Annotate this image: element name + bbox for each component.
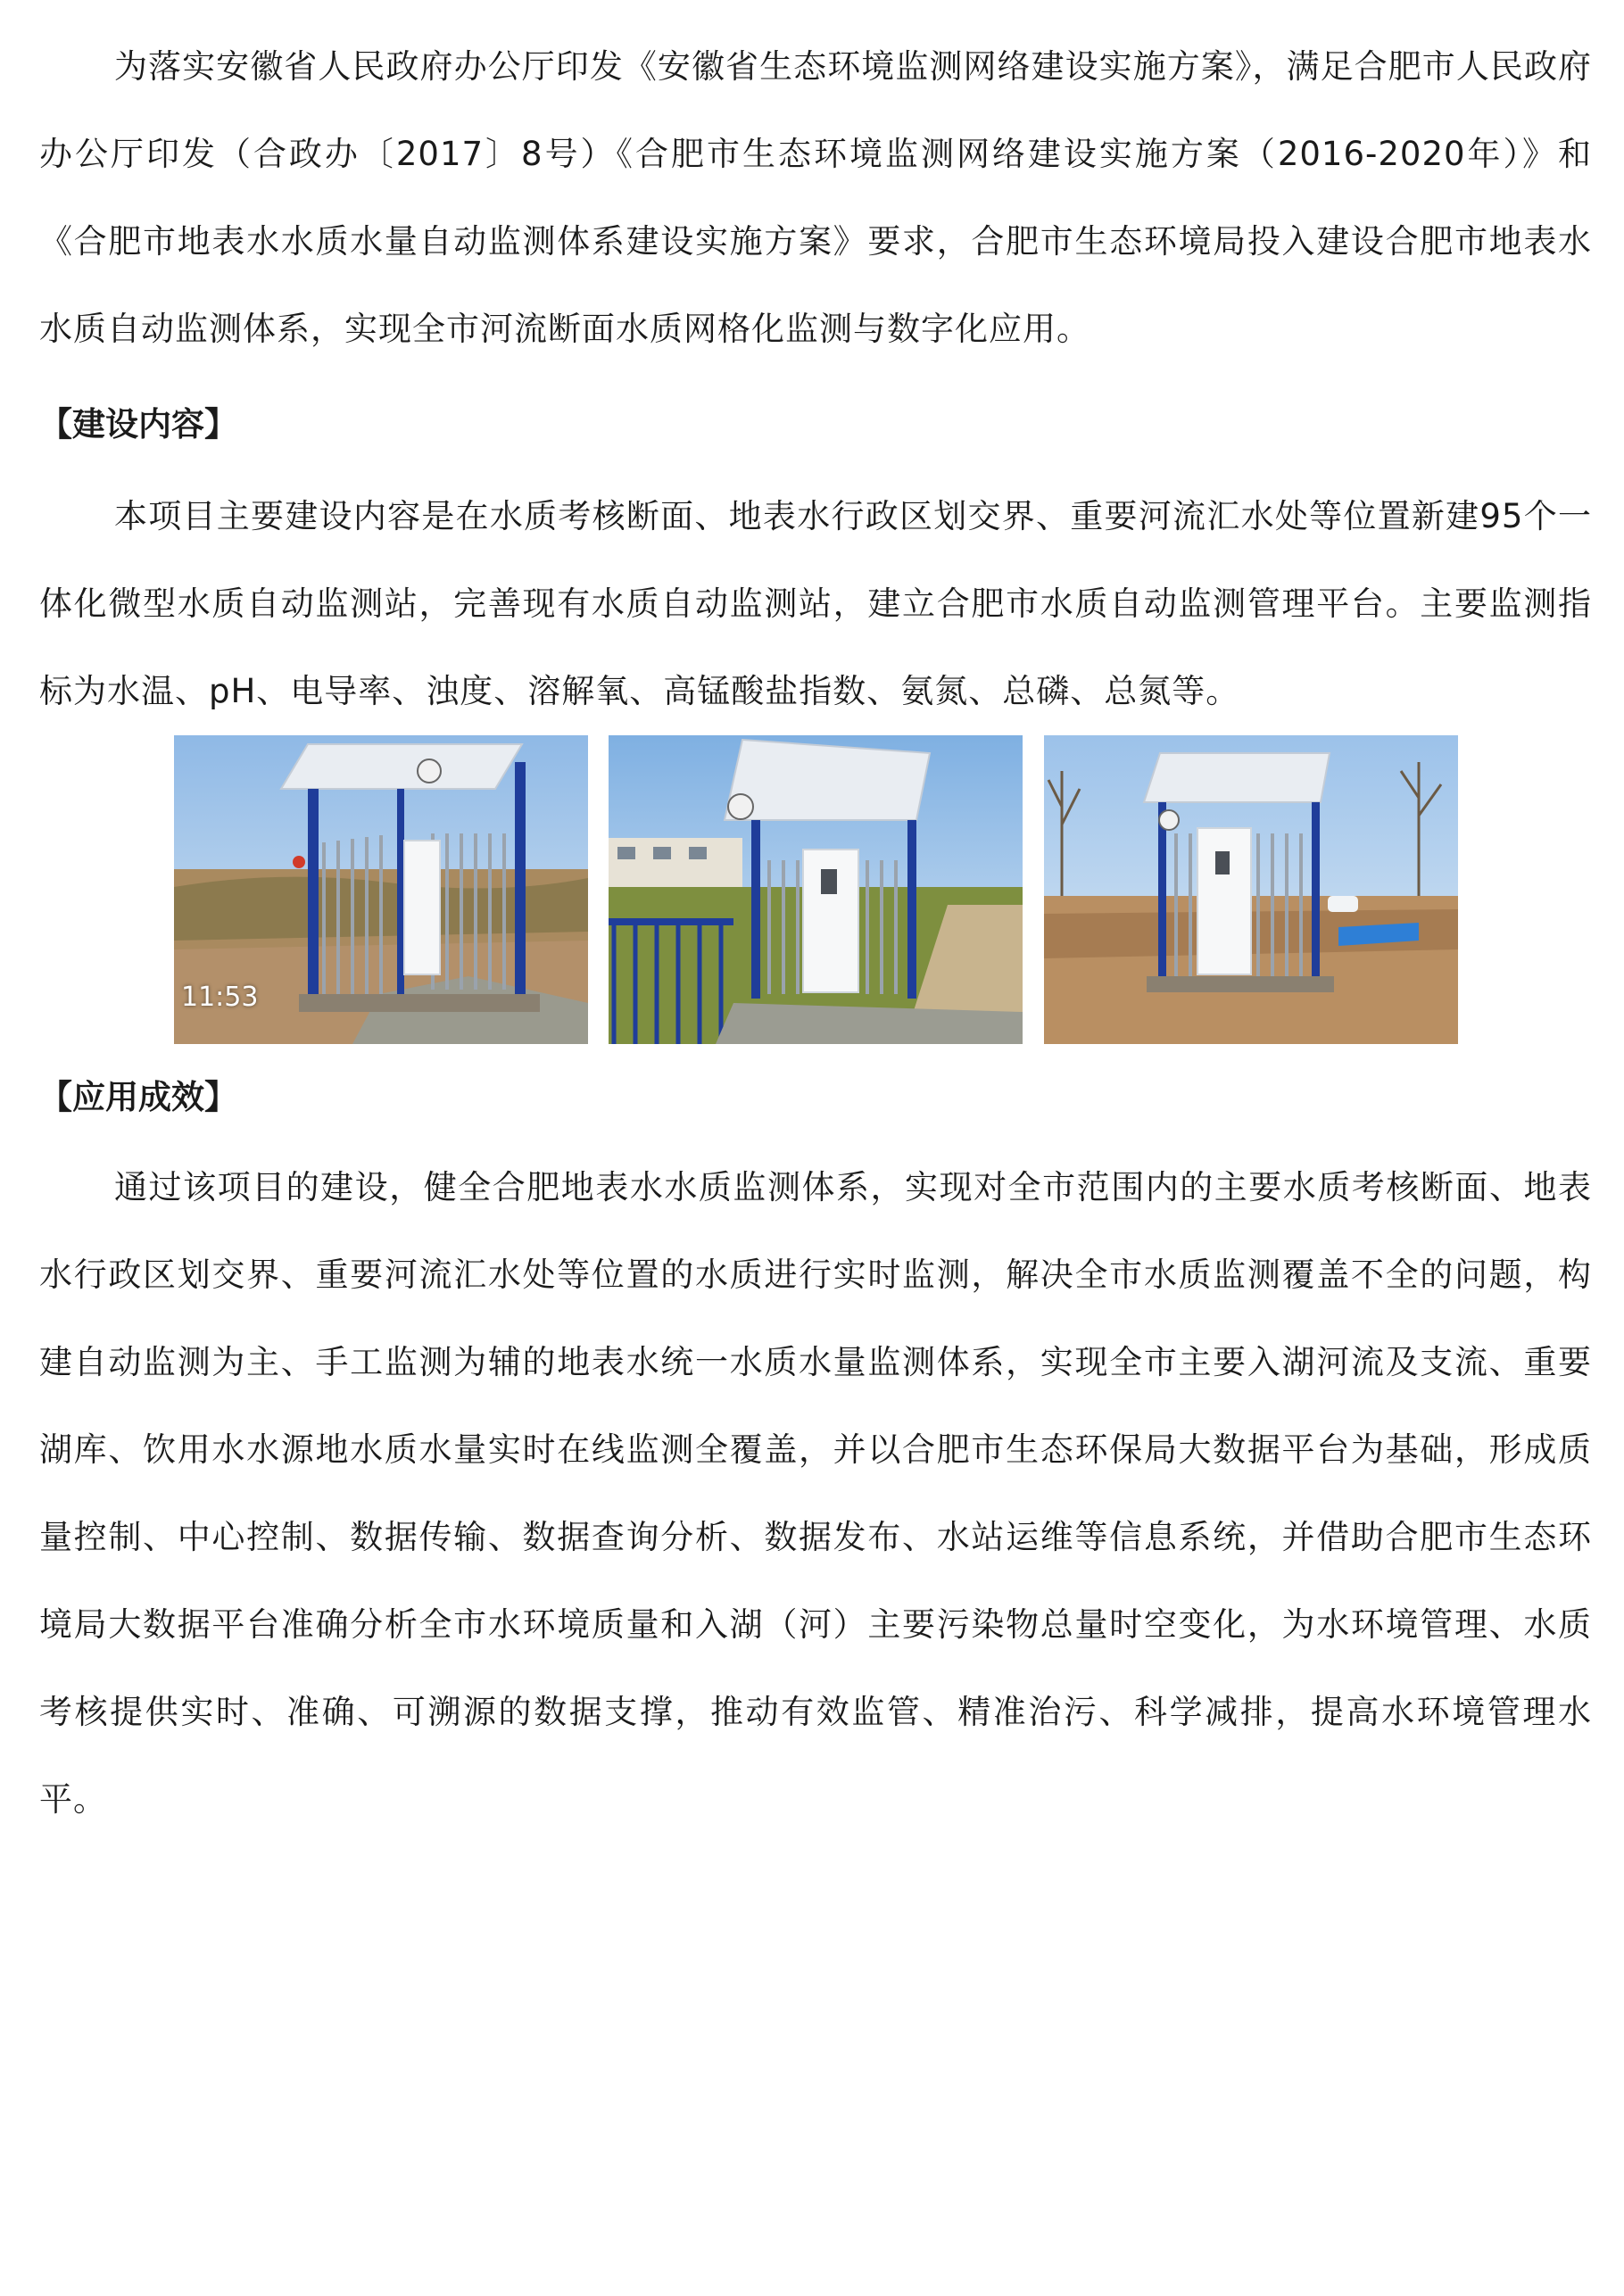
monitoring-station-photo-2: [609, 735, 1023, 1044]
photo-timestamp: 11:53: [181, 982, 259, 1013]
monitoring-station-photo-3: [1044, 735, 1458, 1044]
station-photo-2-illustration: [609, 735, 1023, 1044]
station-photo-3-illustration: [1044, 735, 1458, 1044]
paragraph-intro: 为落实安徽省人民政府办公厅印发《安徽省生态环境监测网络建设实施方案》，满足合肥市人民政府办公厅印发（合政办〔2017〕8号）《合肥市生态环境监测网络建设实施方案（2016-2020年）》和《合肥市地表水水质水量自动监测体系建设实施方案》要求，合肥市生态环境局投入建设合肥市地表水水质自动监测体系，实现全市河流断面水质网格化监测与数字化应用。: [39, 47, 1592, 348]
paragraph-application-results: 通过该项目的建设，健全合肥地表水水质监测体系，实现对全市范围内的主要水质考核断面、地表水行政区划交界、重要河流汇水处等位置的水质进行实时监测，解决全市水质监测覆盖不全的问题，构建自动监测为主、手工监测为辅的地表水统一水质水量监测体系，实现全市主要入湖河流及支流、重要湖库、饮用水水源地水质水量实时在线监测全覆盖，并以合肥市生态环保局大数据平台为基础，形成质量控制、中心控制、数据传输、数据查询分析、数据发布、水站运维等信息系统，并借助合肥市生态环境局大数据平台准确分析全市水环境质量和入湖（河）主要污染物总量时空变化，为水环境管理、水质考核提供实时、准确、可溯源的数据支撑，推动有效监管、精准治污、科学减排，提高水环境管理水平。: [39, 1168, 1592, 1819]
paragraph-construction-content: 本项目主要建设内容是在水质考核断面、地表水行政区划交界、重要河流汇水处等位置新建95个一体化微型水质自动监测站，完善现有水质自动监测站，建立合肥市水质自动监测管理平台。主要监测指标为水温、pH、电导率、浊度、溶解氧、高锰酸盐指数、氨氮、总磷、总氮等。: [39, 497, 1592, 710]
heading-construction-content: 【建设内容】: [39, 405, 237, 443]
monitoring-station-photo-1: [174, 735, 588, 1044]
heading-application-results: 【应用成效】: [39, 1078, 237, 1116]
